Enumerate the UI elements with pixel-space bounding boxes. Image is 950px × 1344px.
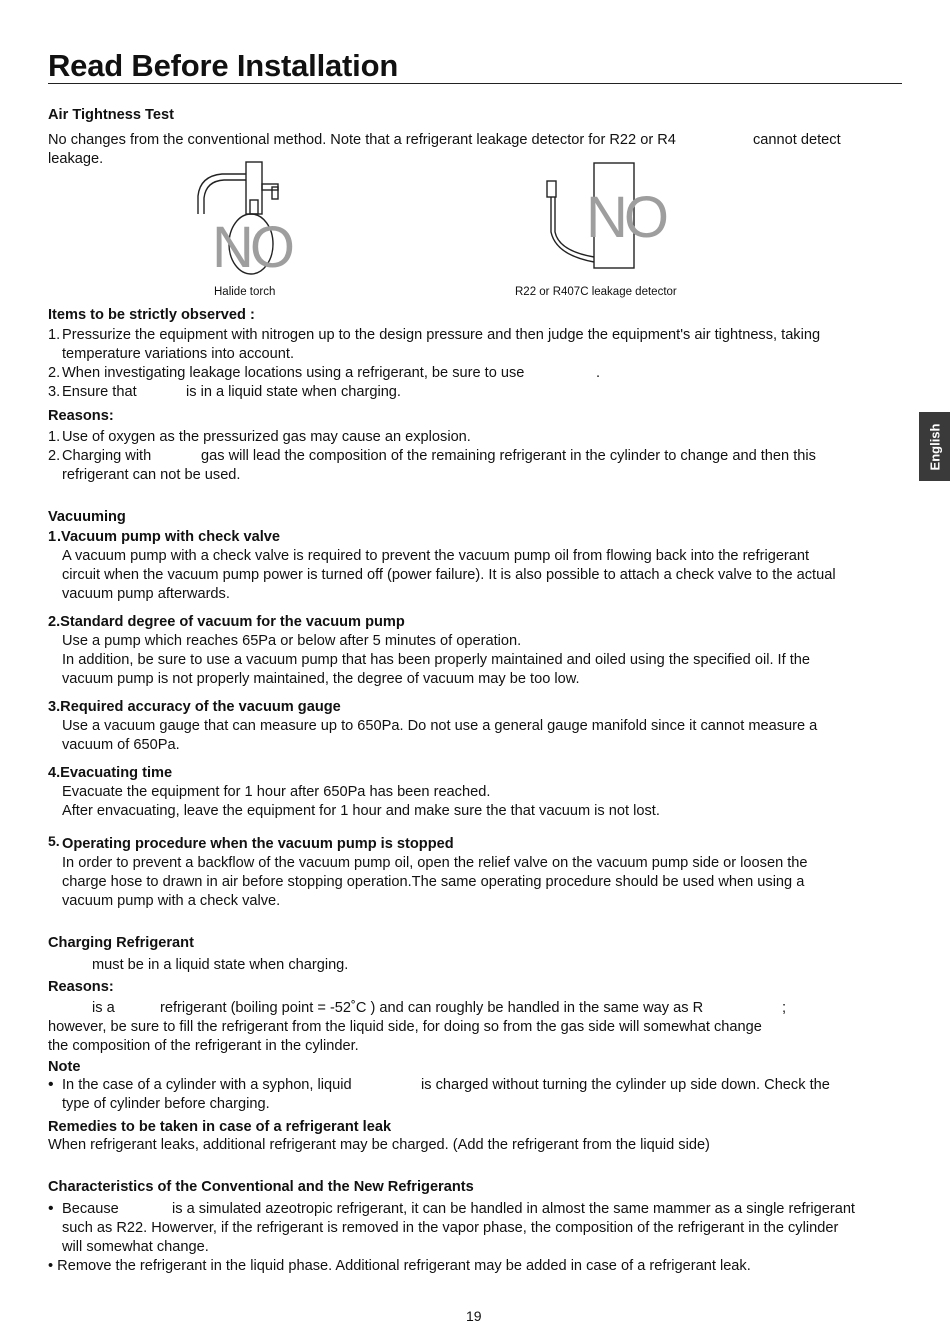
charging-line-1: must be in a liquid state when charging. xyxy=(92,957,349,973)
charging-reason-1b: refrigerant (boiling point = -52˚C ) and can roughly be handled in the same way as R xyxy=(160,1000,704,1016)
observed-item-2b: . xyxy=(596,365,601,381)
air-tightness-text-1b: cannot detect xyxy=(753,132,841,148)
vacuum-step-1-title: .Vacuum pump with check valve xyxy=(57,529,281,545)
observed-item-3a: Ensure that xyxy=(62,384,137,400)
observed-item-3b: is in a liquid state when charging. xyxy=(186,384,401,400)
halide-no-mark: NO xyxy=(212,215,291,280)
note-heading: Note xyxy=(48,1059,81,1075)
vacuum-step-2-line-1: Use a pump which reaches 65Pa or below after 5 minutes of operation. xyxy=(62,633,522,649)
observed-num-3: 3. xyxy=(48,384,61,400)
observed-item-1b: temperature variations into account. xyxy=(62,346,295,362)
note-line-1c: type of cylinder before charging. xyxy=(62,1096,270,1112)
reason-num-2: 2. xyxy=(48,448,61,464)
reason-item-2a: Charging with xyxy=(62,448,152,464)
vacuum-step-5-num: 5. xyxy=(48,833,60,849)
characteristics-line-2: • Remove the refrigerant in the liquid phase. Additional refrigerant may be added in case of a refrigerant leak. xyxy=(48,1258,751,1274)
characteristics-line-1b: is a simulated azeotropic refrigerant, it can be handled in almost the same mammer as a single refrigerant xyxy=(172,1201,855,1217)
charging-reason-3: the composition of the refrigerant in the cylinder. xyxy=(48,1038,359,1054)
reason-item-1: Use of oxygen as the pressurized gas may cause an explosion. xyxy=(62,429,471,445)
observed-heading: Items to be strictly observed : xyxy=(48,307,255,323)
air-tightness-text-1a: No changes from the conventional method. Note that a refrigerant leakage detector for R22 or R4 xyxy=(48,132,676,148)
vacuum-step-2-line-3: vacuum pump is not properly maintained, the degree of vacuum may be too low. xyxy=(62,671,580,687)
air-tightness-text-2: leakage. xyxy=(48,151,104,167)
remedies-heading: Remedies to be taken in case of a refrigerant leak xyxy=(48,1119,392,1135)
vacuum-step-5-line-1: In order to prevent a backflow of the vacuum pump oil, open the relief valve on the vacuum pump side or loosen the xyxy=(62,855,808,871)
air-tightness-heading: Air Tightness Test xyxy=(48,107,174,123)
page-number: 19 xyxy=(466,1308,482,1324)
vacuum-step-2-title: 2.Standard degree of vacuum for the vacuum pump xyxy=(48,614,405,630)
vacuum-step-1-num: 1 xyxy=(48,529,57,545)
characteristics-bullet-1: • xyxy=(48,1200,54,1217)
title-rule xyxy=(48,83,902,84)
charging-reasons-heading: Reasons: xyxy=(48,979,114,995)
note-line-1b: is charged without turning the cylinder up side down. Check the xyxy=(421,1077,830,1093)
vacuum-step-5-title: Operating procedure when the vacuum pump is stopped xyxy=(62,836,454,852)
characteristics-heading: Characteristics of the Conventional and the New Refrigerants xyxy=(48,1179,474,1195)
vacuum-step-2-line-2: In addition, be sure to use a vacuum pump that has been properly maintained and oiled using the specified oil. If the xyxy=(62,652,811,668)
language-tab-label: English xyxy=(927,423,942,470)
detector-caption: R22 or R407C leakage detector xyxy=(515,286,677,298)
vacuum-step-3-title: 3.Required accuracy of the vacuum gauge xyxy=(48,699,341,715)
reason-num-1: 1. xyxy=(48,429,61,445)
observed-item-1a: Pressurize the equipment with nitrogen up to the design pressure and then judge the equipment's air tightness, taking xyxy=(62,327,821,343)
vacuum-step-4-line-1: Evacuate the equipment for 1 hour after 650Pa has been reached. xyxy=(62,784,491,800)
charging-reason-1a: is a xyxy=(92,1000,115,1016)
halide-torch-caption: Halide torch xyxy=(214,286,276,298)
vacuum-step-1-line-1: A vacuum pump with a check valve is required to prevent the vacuum pump oil from flowing back into the refrigerant xyxy=(62,548,810,564)
vacuum-step-3-line-2: vacuum of 650Pa. xyxy=(62,737,180,753)
note-bullet: • xyxy=(48,1076,54,1093)
vacuum-step-1-line-2: circuit when the vacuum pump power is turned off (power failure). It is also possible to attach a check valve to the actual xyxy=(62,567,836,583)
observed-num-1: 1. xyxy=(48,327,61,343)
characteristics-line-1d: will somewhat change. xyxy=(62,1239,209,1255)
reasons-heading-1: Reasons: xyxy=(48,408,114,424)
vacuum-step-1-line-3: vacuum pump afterwards. xyxy=(62,586,230,602)
vacuum-step-5-line-3: vacuum pump with a check valve. xyxy=(62,893,281,909)
reason-item-2c: refrigerant can not be used. xyxy=(62,467,241,483)
charging-heading: Charging Refrigerant xyxy=(48,935,194,951)
reason-item-2b: gas will lead the composition of the remaining refrigerant in the cylinder to change and then this xyxy=(201,448,816,464)
characteristics-line-1c: such as R22. Howerver, if the refrigerant is removed in the vapor phase, the composition of the refrigerant in the cylinder xyxy=(62,1220,839,1236)
vacuum-step-4-title: 4.Evacuating time xyxy=(48,765,173,781)
note-line-1a: In the case of a cylinder with a syphon, liquid xyxy=(62,1077,352,1093)
vacuuming-heading: Vacuuming xyxy=(48,509,126,525)
vacuum-step-4-line-2: After envacuating, leave the equipment for 1 hour and make sure the that vacuum is not lost. xyxy=(62,803,660,819)
detector-no-mark: NO xyxy=(586,185,665,250)
vacuum-step-3-line-1: Use a vacuum gauge that can measure up to 650Pa. Do not use a general gauge manifold since it cannot measure a xyxy=(62,718,818,734)
page-title: Read Before Installation xyxy=(48,48,399,83)
vacuum-step-5-line-2: charge hose to drawn in air before stopping operation.The same operating procedure should be used when using a xyxy=(62,874,805,890)
language-tab xyxy=(919,412,950,481)
observed-item-2a: When investigating leakage locations using a refrigerant, be sure to use xyxy=(62,365,525,381)
characteristics-line-1a: Because xyxy=(62,1201,119,1217)
observed-num-2: 2. xyxy=(48,365,61,381)
charging-reason-2: however, be sure to fill the refrigerant from the liquid side, for doing so from the gas side will somewhat change xyxy=(48,1019,762,1035)
charging-reason-1c: ; xyxy=(782,1000,787,1016)
remedies-line-1: When refrigerant leaks, additional refrigerant may be charged. (Add the refrigerant from the liquid side) xyxy=(48,1137,710,1153)
